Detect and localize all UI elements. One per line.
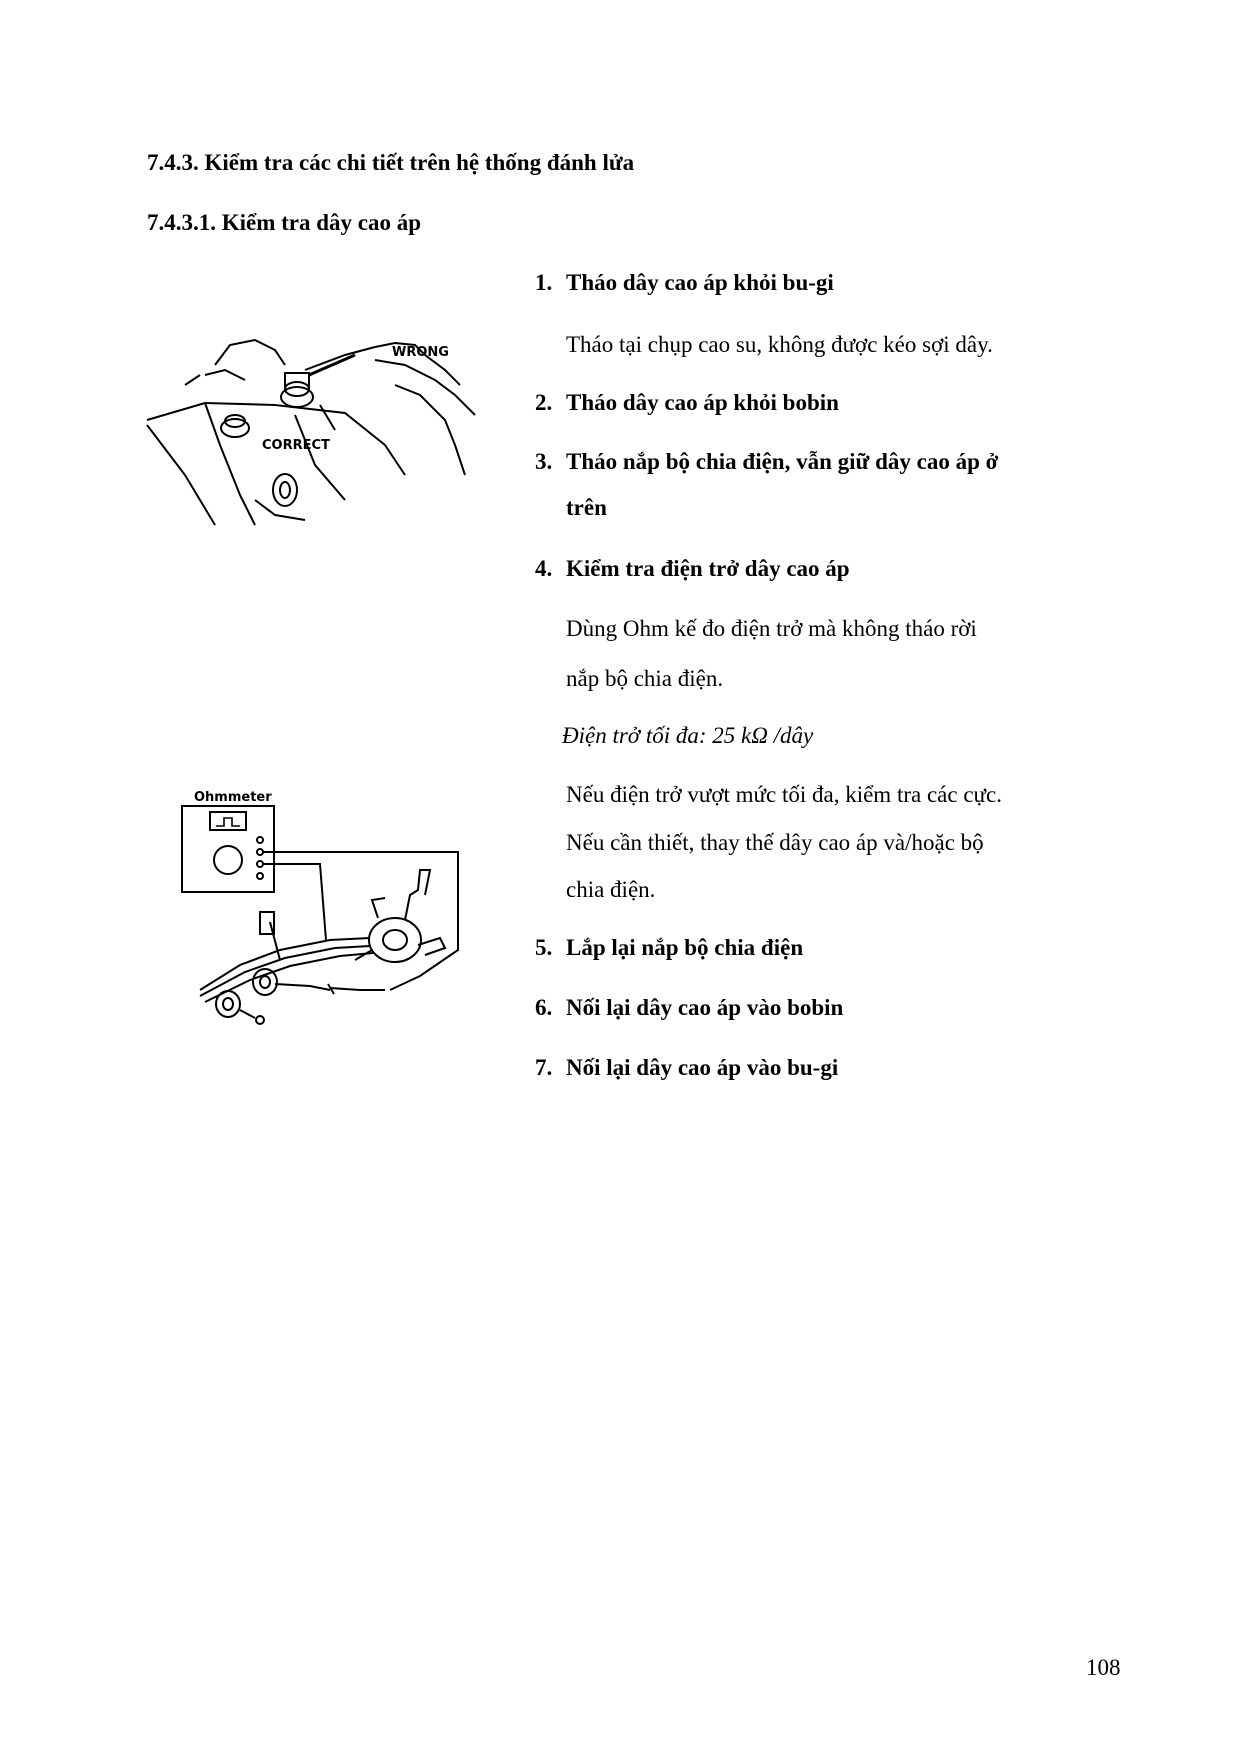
step-number: 6. [535, 995, 553, 1020]
spark-plug-illustration [145, 325, 485, 530]
ohmmeter-illustration [180, 790, 470, 1030]
section-heading: 7.4.3. Kiểm tra các chi tiết trên hệ thống đánh lửa [147, 150, 635, 175]
step-4-note-line-2: nắp bộ chia điện. [566, 666, 724, 691]
step-4-advice-line-3: chia điện. [566, 877, 656, 902]
step-4-advice-line-2: Nếu cần thiết, thay thế dây cao áp và/hoặc bộ [566, 830, 984, 855]
step-3 [535, 449, 998, 475]
step-title: Lắp lại nắp bộ chia điện [566, 935, 804, 960]
step-title: Nối lại dây cao áp vào bu-gi [566, 1055, 839, 1080]
label-wrong: WRONG [392, 345, 449, 360]
step-6 [535, 995, 843, 1021]
step-5 [535, 935, 803, 961]
step-number: 2. [535, 390, 553, 415]
step-3-title-cont: trên [566, 495, 607, 520]
step-1 [535, 270, 834, 296]
step-1-note: Tháo tại chụp cao su, không được kéo sợi dây. [566, 332, 993, 357]
step-4-advice-line-1: Nếu điện trở vượt mức tối đa, kiểm tra các cực. [566, 782, 1002, 807]
step-title: Kiểm tra điện trở dây cao áp [566, 556, 850, 581]
step-number: 5. [535, 935, 553, 960]
subsection-heading: 7.4.3.1. Kiểm tra dây cao áp [147, 210, 422, 235]
step-title: Tháo dây cao áp khỏi bobin [566, 390, 839, 415]
step-number: 7. [535, 1055, 553, 1080]
label-ohmmeter: Ohmmeter [194, 790, 272, 805]
step-number: 1. [535, 270, 553, 295]
step-number: 3. [535, 449, 553, 474]
label-correct: CORRECT [262, 438, 330, 453]
resistance-spec: Điện trở tối đa: 25 kΩ /dây [562, 723, 814, 748]
page-number: 108 [1086, 1655, 1121, 1680]
step-4 [535, 556, 850, 582]
step-2 [535, 390, 839, 416]
step-title: Nối lại dây cao áp vào bobin [566, 995, 844, 1020]
step-number: 4. [535, 556, 553, 581]
step-7 [535, 1055, 838, 1081]
step-title: Tháo dây cao áp khỏi bu-gi [566, 270, 834, 295]
step-title: Tháo nắp bộ chia điện, vẫn giữ dây cao áp ở [566, 449, 999, 474]
step-4-note-line-1: Dùng Ohm kế đo điện trở mà không tháo rời [566, 616, 977, 641]
